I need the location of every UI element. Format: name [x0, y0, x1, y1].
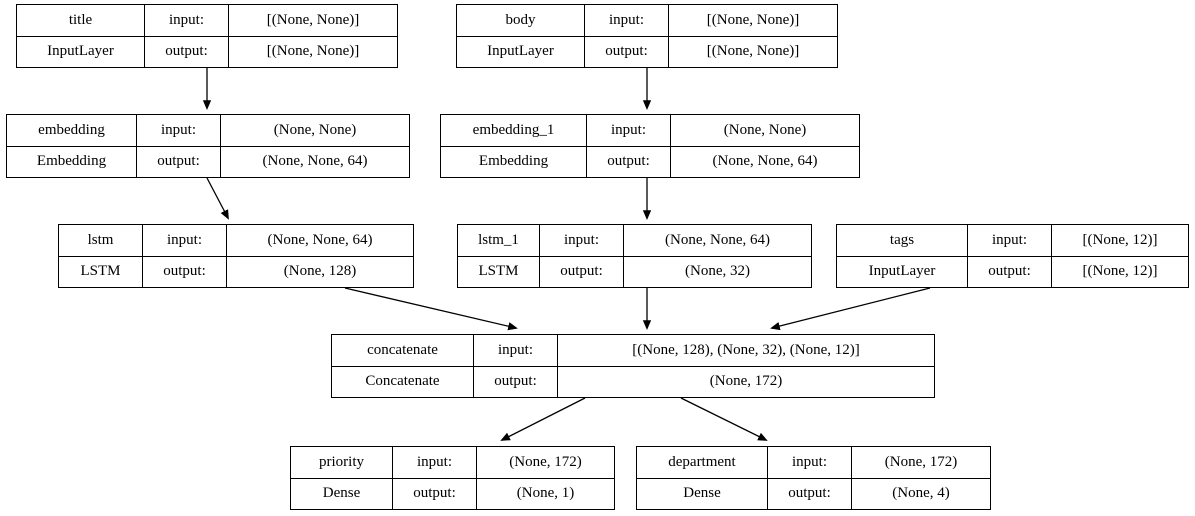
- graph-node-embedding_1[interactable]: [440, 114, 860, 178]
- node-name: tags: [837, 225, 968, 256]
- node-input-label: input:: [587, 115, 671, 146]
- node-name: embedding_1: [441, 115, 587, 146]
- node-output-shape: (None, 1): [516, 485, 575, 502]
- graph-node-embedding[interactable]: [6, 114, 410, 178]
- node-class: Dense: [637, 479, 768, 510]
- node-name: concatenate: [332, 335, 474, 366]
- node-output-label: output:: [393, 479, 477, 510]
- node-class: LSTM: [59, 257, 143, 288]
- graph-node-title[interactable]: [16, 4, 398, 68]
- node-input-label: input:: [540, 225, 624, 256]
- edge-concatenate-to-department: [681, 398, 766, 440]
- node-output-shape: [(None, None)]: [706, 43, 800, 60]
- node-output-label: output:: [474, 367, 558, 398]
- node-input-shape: [(None, None)]: [706, 11, 800, 28]
- node-input-label: input:: [393, 447, 477, 478]
- node-output-label: output:: [968, 257, 1052, 288]
- node-output-label: output:: [137, 147, 221, 178]
- node-output-shape: (None, 172): [709, 373, 783, 390]
- node-output-shape: [(None, 12)]: [1082, 263, 1158, 280]
- node-output-shape: (None, 32): [685, 263, 750, 280]
- node-name: lstm: [59, 225, 143, 256]
- node-output-label: output:: [145, 37, 229, 68]
- node-input-shape: (None, None, 64): [267, 231, 373, 248]
- graph-node-department[interactable]: [636, 446, 991, 510]
- node-input-shape: (None, 172): [884, 453, 958, 470]
- node-output-shape: (None, None, 64): [712, 153, 818, 170]
- node-input-shape: (None, None): [723, 121, 807, 138]
- edge-embedding-to-lstm: [207, 178, 228, 218]
- node-input-label: input:: [474, 335, 558, 366]
- node-name: priority: [291, 447, 393, 478]
- edge-concatenate-to-priority: [502, 398, 585, 440]
- node-output-label: output:: [585, 37, 669, 68]
- node-class: Embedding: [7, 147, 137, 178]
- edge-lstm-to-concatenate: [345, 288, 516, 328]
- node-input-shape: (None, 172): [509, 453, 582, 470]
- graph-node-priority[interactable]: [290, 446, 615, 510]
- node-input-label: input:: [968, 225, 1052, 256]
- edge-tags-to-concatenate: [772, 288, 930, 328]
- node-input-shape: [(None, 12)]: [1082, 231, 1158, 248]
- node-name: department: [637, 447, 768, 478]
- node-output-shape: (None, 128): [283, 263, 357, 280]
- node-class: InputLayer: [457, 37, 585, 68]
- node-input-label: input:: [768, 447, 852, 478]
- node-output-shape: [(None, None)]: [266, 43, 360, 60]
- node-name: embedding: [7, 115, 137, 146]
- node-input-shape: (None, None): [273, 121, 357, 138]
- node-name: body: [457, 5, 585, 36]
- graph-node-lstm_1[interactable]: [457, 224, 812, 288]
- node-output-shape: (None, 4): [892, 485, 950, 502]
- node-name: title: [17, 5, 145, 36]
- node-output-label: output:: [768, 479, 852, 510]
- node-class: InputLayer: [17, 37, 145, 68]
- node-input-label: input:: [137, 115, 221, 146]
- graph-node-body[interactable]: [456, 4, 838, 68]
- node-output-shape: (None, None, 64): [262, 153, 368, 170]
- node-output-label: output:: [540, 257, 624, 288]
- node-class: LSTM: [458, 257, 540, 288]
- node-class: Embedding: [441, 147, 587, 178]
- node-class: Concatenate: [332, 367, 474, 398]
- node-input-label: input:: [143, 225, 227, 256]
- graph-node-tags[interactable]: [836, 224, 1189, 288]
- node-output-label: output:: [143, 257, 227, 288]
- node-name: lstm_1: [458, 225, 540, 256]
- graph-node-lstm[interactable]: [58, 224, 414, 288]
- node-class: InputLayer: [837, 257, 968, 288]
- node-class: Dense: [291, 479, 393, 510]
- node-output-label: output:: [587, 147, 671, 178]
- node-input-shape: (None, None, 64): [665, 231, 770, 248]
- node-input-label: input:: [585, 5, 669, 36]
- node-input-shape: [(None, 128), (None, 32), (None, 12)]: [632, 341, 860, 358]
- node-input-label: input:: [145, 5, 229, 36]
- graph-node-concatenate[interactable]: [331, 334, 935, 398]
- node-input-shape: [(None, None)]: [266, 11, 360, 28]
